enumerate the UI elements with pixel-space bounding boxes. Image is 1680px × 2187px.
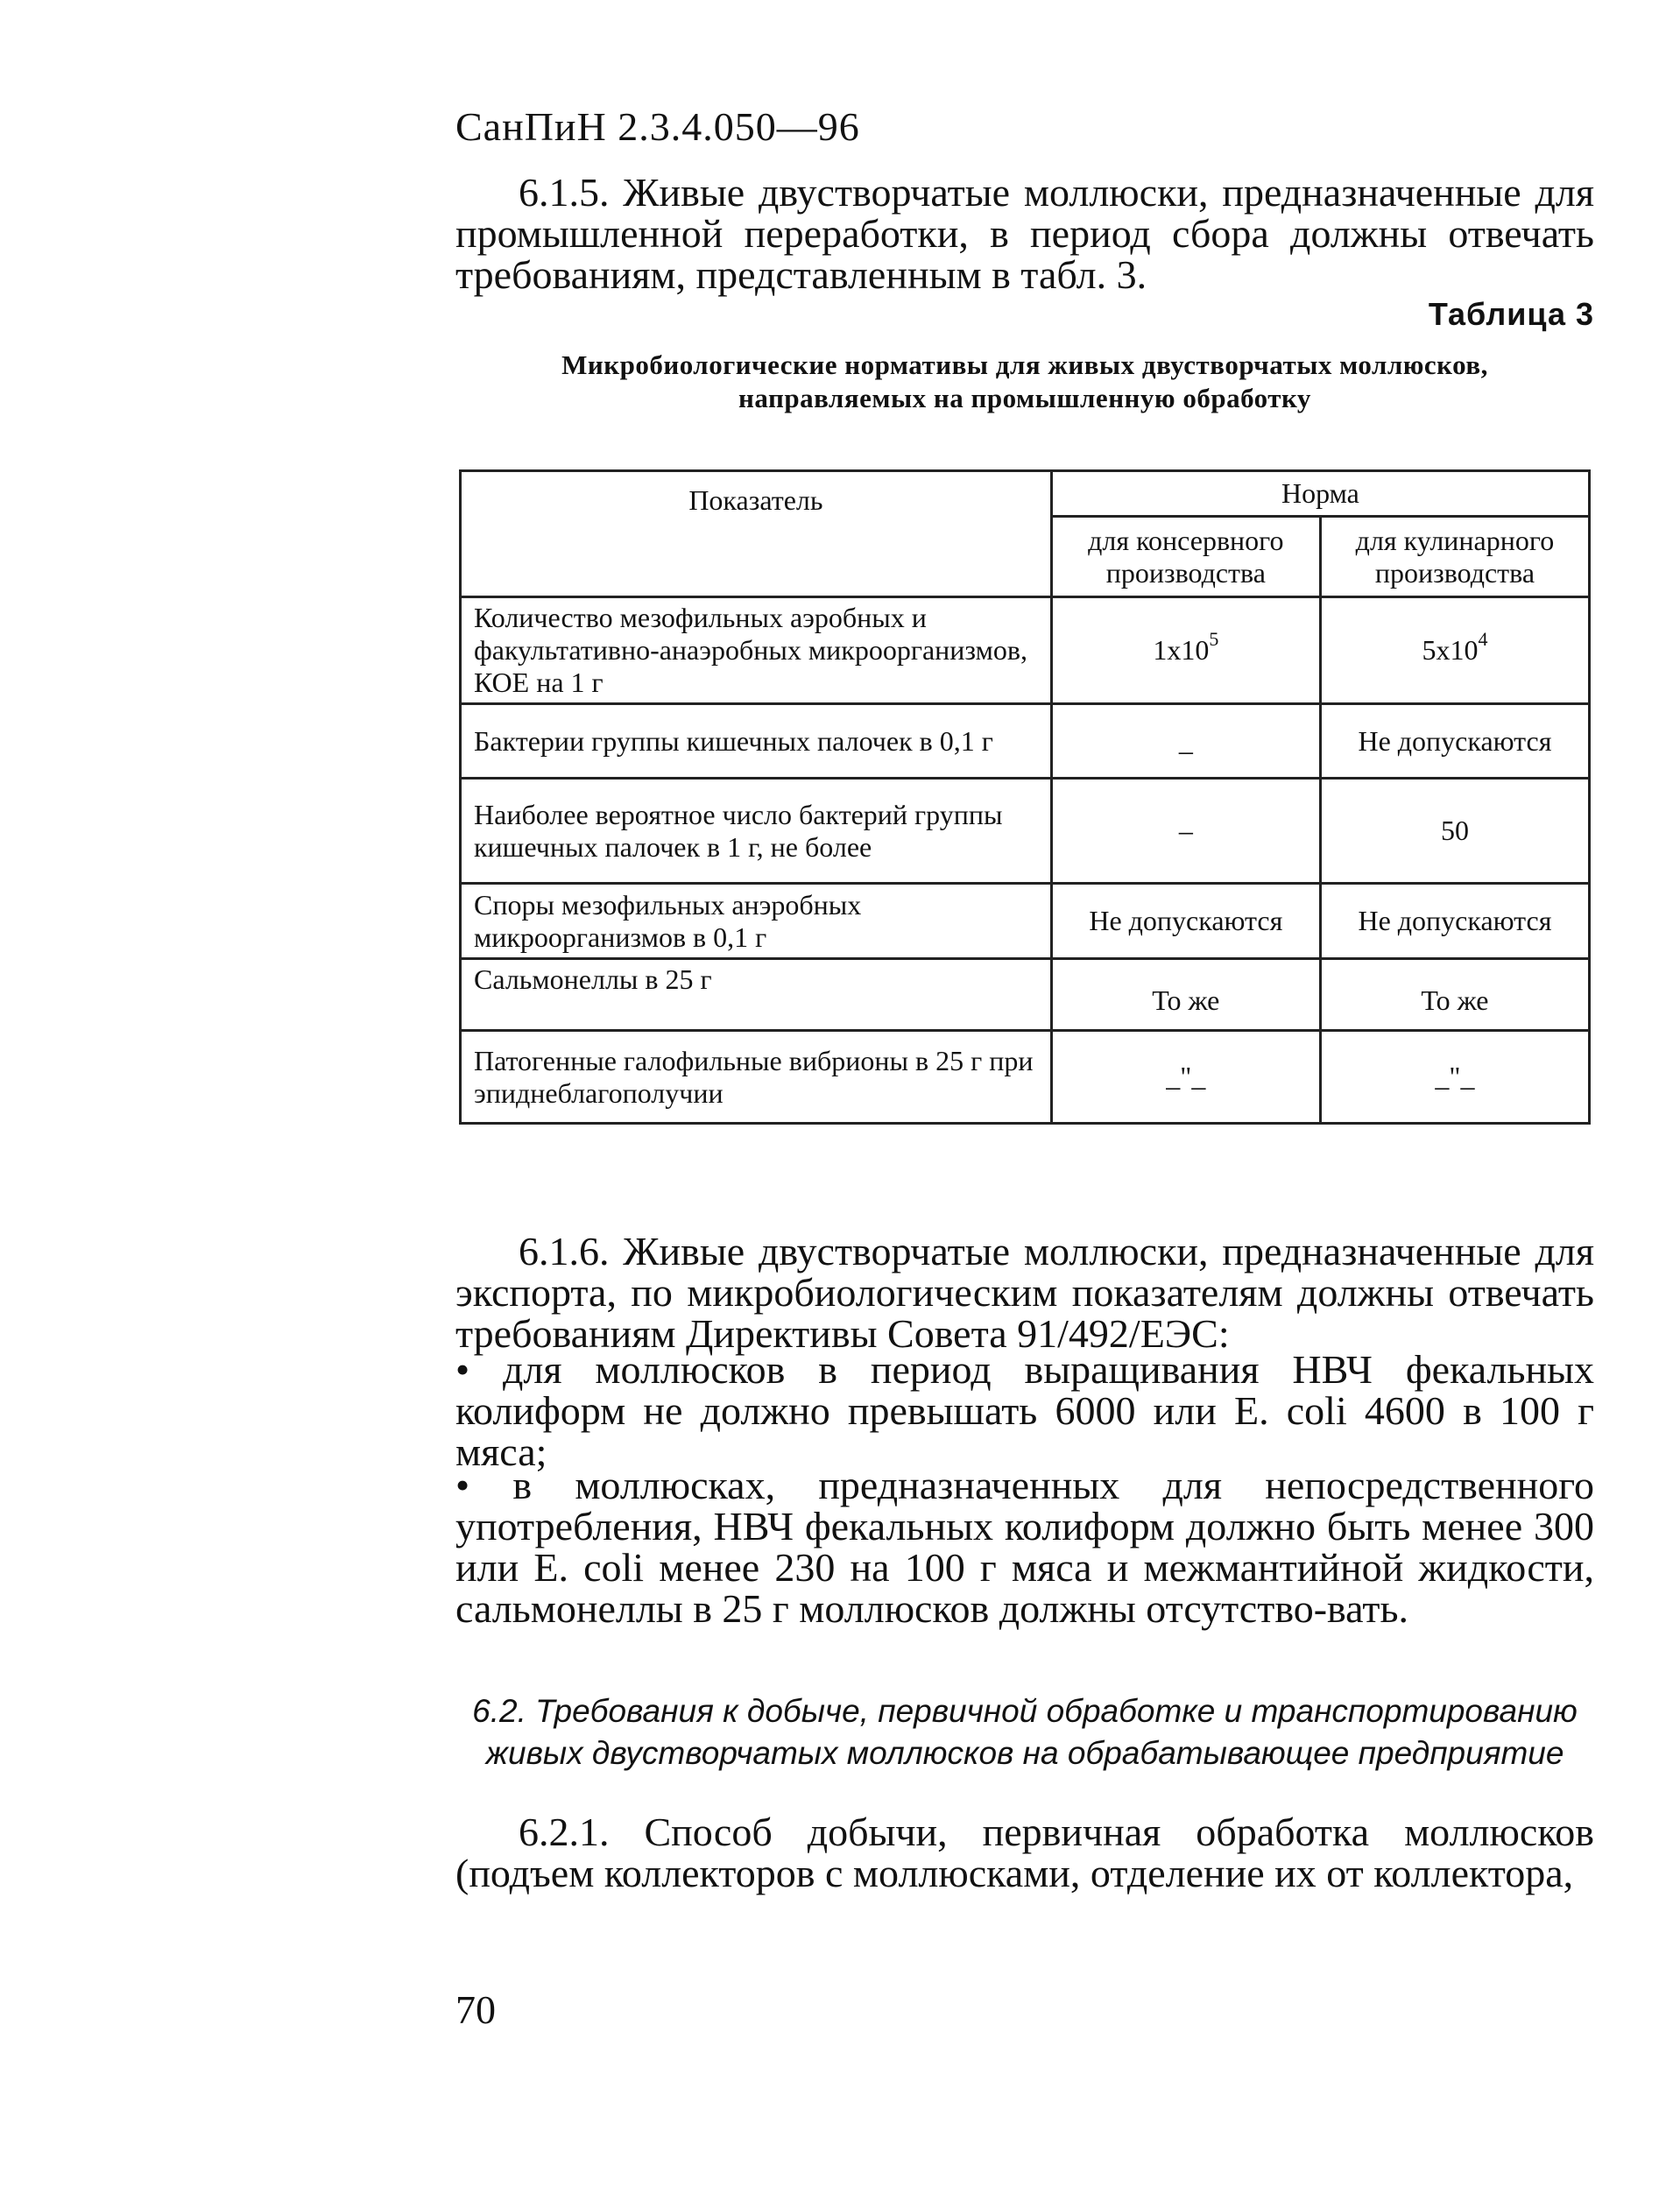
cell-indicator: Бактерии группы кишечных палочек в 0,1 г <box>461 704 1052 779</box>
cell-culinary-base: 5x10 <box>1422 634 1479 666</box>
table-row <box>461 704 1590 779</box>
table-header-row <box>461 471 1590 517</box>
header-norm: Норма <box>1051 471 1589 517</box>
bullet-icon: • <box>455 1347 470 1392</box>
list-item <box>455 1464 1594 1629</box>
cell-culinary <box>1320 597 1589 704</box>
table-title-line-1: Микробиологические нормативы для живых двустворчатых моллюсков, <box>561 349 1488 380</box>
header-culinary: для кулинарного производства <box>1320 517 1589 597</box>
paragraph-6-1-6-text: 6.1.6. Живые двустворчатые моллюски, предназначенные для экспорта, по микробиологическим показателям должны отвечать требованиям Директивы Совета 91/492/ЕЭС: <box>455 1229 1594 1356</box>
document-code-header: СанПиН 2.3.4.050—96 <box>455 104 860 149</box>
list-item-text: для моллюсков в период выращивания НВЧ фекальных колиформ не должно превышать 6000 или E. coli 4600 в 100 г мяса; <box>455 1347 1594 1474</box>
list-item <box>455 1349 1594 1472</box>
cell-indicator: Сальмонеллы в 25 г <box>461 959 1052 1031</box>
table-label: Таблица 3 <box>1428 296 1594 332</box>
subsection-heading-line-2: живых двустворчатых моллюсков на обрабатывающее предприятие <box>485 1735 1564 1771</box>
cell-culinary: _"_ <box>1320 1031 1589 1124</box>
cell-canning <box>1051 597 1320 704</box>
cell-canning-exponent: 5 <box>1209 628 1219 651</box>
table-title-line-2: направляемых на промышленную обработку <box>738 383 1311 413</box>
cell-culinary-exponent: 4 <box>1478 628 1488 651</box>
cell-culinary: Не допускаются <box>1320 704 1589 779</box>
paragraph-6-1-6 <box>455 1231 1594 1354</box>
cell-indicator: Патогенные галофильные вибрионы в 25 г при эпиднеблагополучии <box>461 1031 1052 1124</box>
cell-indicator: Наиболее вероятное число бактерий группы кишечных палочек в 1 г, не более <box>461 779 1052 884</box>
paragraph-6-2-1 <box>455 1811 1594 1894</box>
cell-canning: То же <box>1051 959 1320 1031</box>
cell-indicator: Споры мезофильных анэробных микроорганизмов в 0,1 г <box>461 884 1052 959</box>
table-row <box>461 1031 1590 1124</box>
paragraph-6-2-1-text: 6.2.1. Способ добычи, первичная обработка моллюсков (подъем коллекторов с моллюсками, отделение их от коллектора, <box>455 1810 1594 1895</box>
table-row <box>461 884 1590 959</box>
cell-culinary: 50 <box>1320 779 1589 884</box>
cell-indicator: Количество мезофильных аэробных и факультативно-анаэробных микроорганизмов, КОЕ на 1 г <box>461 597 1052 704</box>
cell-culinary: Не допускаются <box>1320 884 1589 959</box>
paragraph-6-1-5 <box>455 172 1594 295</box>
page-number: 70 <box>455 1987 496 2032</box>
table-row <box>461 779 1590 884</box>
header-indicator: Показатель <box>461 471 1052 597</box>
header-canning: для консервного производства <box>1051 517 1320 597</box>
cell-culinary: То же <box>1320 959 1589 1031</box>
table-title <box>455 349 1594 415</box>
bullet-icon: • <box>455 1463 470 1507</box>
table-row <box>461 959 1590 1031</box>
cell-canning: Не допускаются <box>1051 884 1320 959</box>
cell-canning-base: 1x10 <box>1153 634 1210 666</box>
microbiological-norms-table <box>459 469 1591 1125</box>
cell-canning: – <box>1051 779 1320 884</box>
list-item-text: в моллюсках, предназначенных для непосредственного употребления, НВЧ фекальных колиформ должно быть менее 300 или E. coli менее 230 на 100 г мяса и межмантийной жидкости, сальмонеллы в 25 г моллюсков должны отсутство-вать. <box>455 1463 1595 1631</box>
table-row <box>461 597 1590 704</box>
cell-canning: _"_ <box>1051 1031 1320 1124</box>
cell-canning: _ <box>1051 704 1320 779</box>
subsection-heading-6-2 <box>455 1690 1594 1774</box>
paragraph-6-1-5-text: 6.1.5. Живые двустворчатые моллюски, предназначенные для промышленной переработки, в период сбора должны отвечать требованиям, представленным в табл. 3. <box>455 170 1594 297</box>
subsection-heading-line-1: 6.2. Требования к добыче, первичной обработке и транспортированию <box>472 1693 1578 1729</box>
